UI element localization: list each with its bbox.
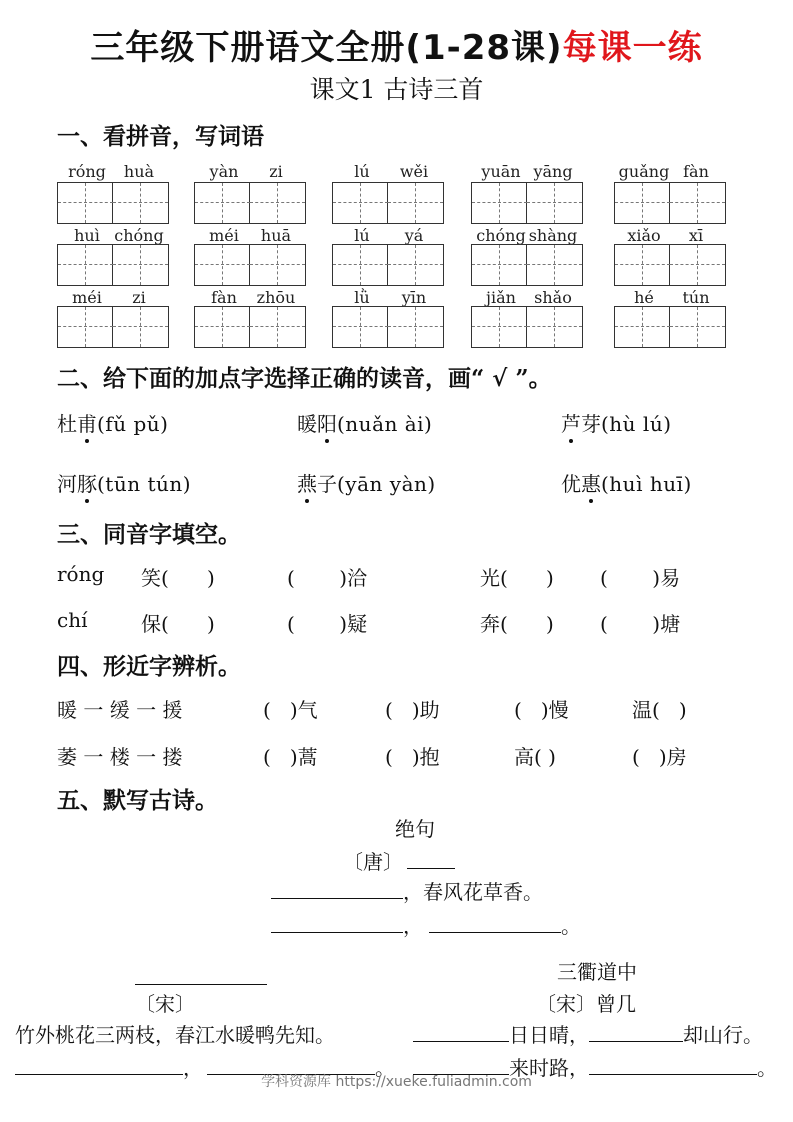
pinyin-syllable: chóng [476, 226, 526, 245]
writing-grid[interactable] [614, 182, 726, 224]
pinyin-syllable: chóng [114, 226, 164, 245]
pinyin-syllable: shàng [528, 226, 578, 245]
pinyin-syllable: fàn [211, 288, 237, 307]
section5-heading: 五、默写古诗。 [57, 787, 218, 814]
poem3-blank-a[interactable] [413, 1023, 509, 1042]
homophone-blank[interactable]: ( )塘 [600, 612, 681, 636]
dotted-char: 芦 [561, 408, 581, 437]
pinyin-syllable: yīn [401, 288, 427, 307]
homophone-pinyin: róng [57, 562, 105, 586]
pinyin-syllable: méi [72, 288, 102, 307]
homophone-blank[interactable]: 光( ) [480, 566, 554, 590]
pinyin-syllable: yá [404, 226, 424, 245]
pinyin-syllable: zi [132, 288, 146, 307]
page-title [0, 20, 793, 69]
pinyin-syllable: huā [260, 226, 292, 245]
section4-heading: 四、形近字辨析。 [57, 653, 241, 680]
reading-item [57, 468, 191, 497]
dotted-char: 阳 [317, 408, 337, 437]
pinyin-label [614, 226, 726, 245]
pinyin-syllable: yàn [209, 162, 239, 181]
poem2-line1: 竹外桃花三两枝，春江水暖鸭先知。 [15, 1023, 335, 1047]
similar-char-blank[interactable]: ( )房 [632, 745, 687, 769]
poem3-blank-b[interactable] [589, 1023, 683, 1042]
pinyin-syllable: róng [68, 162, 106, 181]
pinyin-syllable: huì [74, 226, 100, 245]
title-highlight: 每课一练 [562, 28, 703, 68]
writing-grid[interactable] [471, 244, 583, 286]
section1-heading: 一、看拼音，写词语 [57, 123, 264, 150]
homophone-blank[interactable]: ( )易 [600, 566, 681, 590]
word-char: 河 [57, 472, 77, 496]
poem1-author-blank[interactable] [407, 850, 455, 869]
pinyin-syllable: fàn [683, 162, 709, 181]
poem1-author [343, 846, 455, 875]
pinyin-syllable: méi [209, 226, 239, 245]
pinyin-syllable: xī [688, 226, 704, 245]
poem1-comma: ， [403, 914, 423, 938]
pinyin-label [471, 162, 583, 181]
pinyin-label [332, 288, 444, 307]
writing-grid[interactable] [332, 306, 444, 348]
pinyin-label [471, 288, 583, 307]
poem2-comma: ， [183, 1056, 203, 1080]
word-char: 杜 [57, 412, 77, 436]
reading-item [57, 408, 168, 437]
poem1-line2 [271, 910, 581, 939]
pinyin-label [57, 162, 169, 181]
poem3-title: 三衢道中 [557, 960, 637, 984]
poem1-line1 [271, 876, 543, 905]
similar-char-blank[interactable]: ( )助 [385, 698, 440, 722]
similar-char-blank[interactable]: ( )慢 [514, 698, 569, 722]
poem1-line1-text: ，春风花草香。 [403, 880, 543, 904]
reading-item [561, 408, 672, 437]
pronunciation-options[interactable]: (huì huī) [601, 472, 692, 496]
pinyin-label [194, 288, 306, 307]
pinyin-label [194, 162, 306, 181]
pronunciation-options[interactable]: (nuǎn ài) [337, 412, 433, 436]
pinyin-label [194, 226, 306, 245]
writing-grid[interactable] [194, 244, 306, 286]
pinyin-syllable: xiǎo [627, 226, 661, 245]
pronunciation-options[interactable]: (fǔ pǔ) [97, 412, 169, 436]
homophone-blank[interactable]: 保( ) [141, 612, 215, 636]
homophone-blank[interactable]: 奔( ) [480, 612, 554, 636]
dotted-char: 惠 [581, 468, 601, 497]
lesson-subtitle: 课文1 古诗三首 [309, 75, 484, 104]
pinyin-label [332, 226, 444, 245]
pinyin-syllable: huà [123, 162, 155, 181]
title-main: 三年级下册语文全册(1-28课) [90, 28, 563, 68]
pinyin-label [614, 288, 726, 307]
poem3-line1 [413, 1019, 763, 1048]
pinyin-syllable: guǎng [618, 162, 670, 181]
poem3-dynasty: 〔宋〕曾几 [536, 992, 636, 1016]
pinyin-syllable: lú [354, 162, 370, 181]
writing-grid[interactable] [471, 182, 583, 224]
similar-char-blank[interactable]: ( )抱 [385, 745, 440, 769]
pinyin-label [614, 162, 726, 181]
similar-char-group: 暖 一 缓 一 援 [57, 698, 183, 722]
pronunciation-options[interactable]: (hù lú) [601, 412, 672, 436]
poem1-line2-blank-b[interactable] [429, 914, 561, 933]
dotted-char: 豚 [77, 468, 97, 497]
writing-grid[interactable] [471, 306, 583, 348]
writing-grid[interactable] [57, 182, 169, 224]
dotted-char: 甫 [77, 408, 97, 437]
pinyin-syllable: lú [354, 226, 370, 245]
word-char: 子 [317, 472, 337, 496]
similar-char-blank[interactable]: 高( ) [514, 745, 556, 769]
poem3-seg2: 却山行。 [683, 1023, 763, 1047]
section2-heading: 二、给下面的加点字选择正确的读音，画“ √ ”。 [57, 365, 552, 392]
pinyin-syllable: yāng [533, 162, 573, 181]
section3-heading: 三、同音字填空。 [57, 521, 241, 548]
poem1-title: 绝句 [395, 817, 435, 841]
pinyin-syllable: zhōu [256, 288, 296, 307]
similar-char-blank[interactable]: ( )气 [263, 698, 318, 722]
homophone-blank[interactable]: 笑( ) [141, 566, 215, 590]
pronunciation-options[interactable]: (yān yàn) [337, 472, 436, 496]
poem3-seg1: 日日晴， [509, 1023, 589, 1047]
pinyin-syllable: jiǎn [486, 288, 516, 307]
poem1-line2-blank-a[interactable] [271, 914, 403, 933]
similar-char-blank[interactable]: 温( ) [632, 698, 687, 722]
writing-grid[interactable] [194, 182, 306, 224]
pinyin-syllable: lǜ [354, 288, 370, 307]
pinyin-syllable: shǎo [534, 288, 572, 307]
writing-grid[interactable] [332, 244, 444, 286]
homophone-blank[interactable]: ( )洽 [287, 566, 368, 590]
footer-watermark: 学科资源库 https://xueke.fuliadmin.com [261, 1074, 532, 1090]
poem2-title-blank-wrap [135, 966, 267, 989]
writing-grid[interactable] [614, 306, 726, 348]
poem1-line1-blank[interactable] [271, 880, 403, 899]
pinyin-syllable: wěi [399, 162, 429, 181]
pinyin-syllable: yuān [481, 162, 521, 181]
pinyin-syllable: hé [634, 288, 654, 307]
pinyin-syllable: zi [269, 162, 283, 181]
word-char: 芽 [581, 412, 601, 436]
word-char: 优 [561, 472, 581, 496]
writing-grid[interactable] [57, 306, 169, 348]
pinyin-label [471, 226, 583, 245]
writing-grid[interactable] [614, 244, 726, 286]
similar-char-blank[interactable]: ( )蒿 [263, 745, 318, 769]
homophone-pinyin: chí [57, 608, 88, 632]
pronunciation-options[interactable]: (tūn tún) [97, 472, 192, 496]
poem1-period: 。 [561, 914, 581, 938]
pinyin-label [332, 162, 444, 181]
homophone-blank[interactable]: ( )疑 [287, 612, 368, 636]
poem2-period: 。 [375, 1056, 395, 1080]
reading-item [297, 468, 436, 497]
poem2-title-blank[interactable] [135, 966, 267, 985]
pinyin-label [57, 226, 169, 245]
word-char: 暖 [297, 412, 317, 436]
poem3-seg3: 来时路， [509, 1056, 589, 1080]
writing-grid[interactable] [194, 306, 306, 348]
pinyin-syllable: tún [682, 288, 710, 307]
poem3-seg4: 。 [757, 1056, 777, 1080]
dotted-char: 燕 [297, 468, 317, 497]
reading-item [297, 408, 432, 437]
pinyin-label [57, 288, 169, 307]
writing-grid[interactable] [332, 182, 444, 224]
similar-char-group: 萎 一 楼 一 搂 [57, 745, 183, 769]
poem2-dynasty: 〔宋〕 [135, 992, 195, 1016]
poem1-dynasty: 〔唐〕 [343, 850, 403, 874]
reading-item [561, 468, 692, 497]
writing-grid[interactable] [57, 244, 169, 286]
